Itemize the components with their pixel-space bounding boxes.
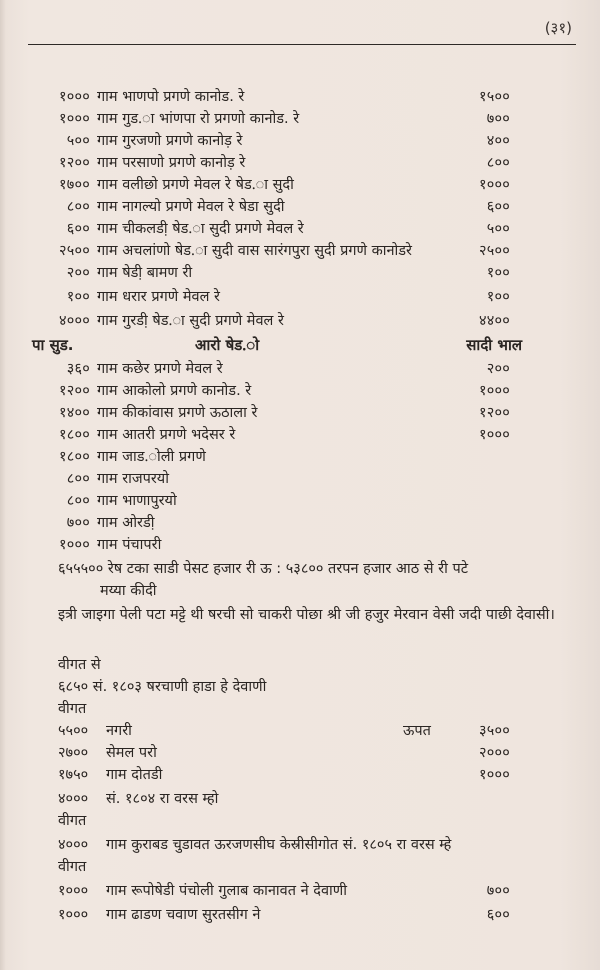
row-amount: १८०० — [59, 427, 90, 443]
row-amount: १००० — [58, 907, 89, 923]
row-right-amount: ६०० — [486, 199, 510, 215]
ledger-row — [0, 240, 600, 262]
row-amount: ७०० — [66, 515, 90, 531]
row-amount: १७०० — [59, 177, 90, 193]
row-amount: ४००० — [59, 313, 90, 329]
row-right-amount: २००० — [479, 745, 510, 761]
row-right-amount: १००० — [479, 427, 510, 443]
row-text: गाम ढाडण चवाण सुरतसीग ने — [106, 907, 261, 923]
section-heading — [0, 334, 600, 356]
detail-row — [0, 764, 600, 786]
row-text: सेमल परो — [106, 745, 157, 761]
header-rule — [28, 44, 576, 45]
row-text: गाम षेडी़ बामण री — [97, 265, 193, 281]
row-right-amount: २५०० — [479, 243, 510, 259]
ledger-row — [0, 130, 600, 152]
row-amount: २५०० — [59, 243, 90, 259]
page-number: (३१) — [544, 19, 572, 37]
row-right-amount: १०० — [486, 289, 510, 305]
heading-left: पा सुड. — [32, 336, 74, 354]
detail-row — [0, 788, 600, 810]
row-text: गाम परसाणो प्रगणे कानोड़ रे — [97, 155, 246, 171]
row-amount: २७०० — [58, 745, 89, 761]
row-mid-label: ऊपत — [403, 723, 431, 739]
vigat-se-label: वीगत से — [58, 657, 101, 673]
row-amount: २०० — [66, 265, 90, 281]
detail-row — [0, 880, 600, 902]
ledger-row — [0, 490, 600, 512]
ledger-row — [0, 262, 600, 284]
row-amount: ४००० — [58, 791, 89, 807]
row-text: गाम अचलांणो षेड.ा सुदी वास सारंगपुरा सुदी प्रगणे कानोडरे — [97, 243, 412, 259]
row-text: गाम धरार प्रगणे मेवल रे — [97, 289, 220, 305]
row-amount: ४००० — [58, 837, 89, 853]
detail-row — [0, 742, 600, 764]
ledger-row — [0, 108, 600, 130]
row-amount: १७५० — [58, 767, 89, 783]
ledger-row — [0, 218, 600, 240]
row-amount: १००० — [58, 883, 89, 899]
row-text: गाम दोतडी — [106, 767, 163, 783]
ledger-row — [0, 446, 600, 468]
detail-row — [0, 720, 600, 742]
row-text: गाम गुरडी़ षेड.ा सुदी प्रगणे मेवल रे — [97, 313, 284, 329]
row-text: गाम नागल्यो प्रगणे मेवल रे षेडा सुदी — [97, 199, 285, 215]
row-amount: १००० — [59, 537, 90, 553]
row-text: गाम रूपोषेडी पंचोली गुलाब कानावत ने देवाणी — [106, 883, 348, 899]
paragraph: इत्री जाइगा पेली पटा मट्टे थी षरची सो चाकरी पोछा श्री जी हजुर मेरवान वेसी जदी पाछी देवासी। — [58, 607, 555, 623]
row-amount: १२०० — [59, 155, 90, 171]
row-text: गाम कछेर प्रगणे मेवल रे — [97, 361, 223, 377]
detail-row — [0, 904, 600, 926]
row-text: गाम राजपरयो — [97, 471, 169, 487]
ledger-row — [0, 310, 600, 332]
row-amount: १४०० — [59, 405, 90, 421]
row-text: गाम कीकांवास प्रगणे ऊठाला रे — [97, 405, 258, 421]
vigat-label: वीगत — [58, 701, 87, 717]
ledger-row — [0, 424, 600, 446]
summary-line-cont: मय्या कीदी — [100, 583, 157, 599]
row-text: गाम चीकलडी़ षेड.ा सुदी प्रगणे मेवल रे — [97, 221, 304, 237]
ledger-row — [0, 86, 600, 108]
ledger-row — [0, 286, 600, 308]
row-amount: ५५०० — [58, 723, 89, 739]
ledger-row — [0, 512, 600, 534]
row-text: गाम भाणापुरयो — [97, 493, 177, 509]
row-amount: १०० — [66, 289, 90, 305]
row-right-amount: ७०० — [486, 111, 510, 127]
row-right-amount: ६०० — [486, 907, 510, 923]
ledger-row — [0, 196, 600, 218]
row-right-amount: १०० — [486, 265, 510, 281]
detail-row — [0, 834, 600, 856]
row-right-amount: २०० — [486, 361, 510, 377]
row-right-amount: ८०० — [486, 155, 510, 171]
row-amount: १००० — [59, 89, 90, 105]
row-right-amount: ४०० — [486, 133, 510, 149]
summary-line: ६५५५०० रेष टका साडी पेसट हजार री ऊ : ५३८०० तरपन हजार आठ से री पटे — [58, 561, 468, 577]
ledger-row — [0, 174, 600, 196]
row-text: गाम गुरजणो प्रगणे कानोड़ रे — [97, 133, 243, 149]
row-amount: १००० — [59, 111, 90, 127]
row-amount: ८०० — [66, 199, 90, 215]
ledger-row — [0, 468, 600, 490]
row-right-amount: १००० — [479, 177, 510, 193]
row-right-amount: १००० — [479, 767, 510, 783]
row-amount: ६०० — [66, 221, 90, 237]
row-text: गाम भाणपो प्रगणे कानोड. रे — [97, 89, 245, 105]
row-text: गाम ओरडी़ — [97, 515, 155, 531]
detail-line-1803: ६८५० सं. १८०३ षरचाणी हाडा हे देवाणी — [58, 679, 267, 695]
row-amount: ३६० — [66, 361, 90, 377]
row-amount: ५०० — [66, 133, 90, 149]
ledger-row — [0, 358, 600, 380]
heading-center: आरो षेड.ो — [195, 336, 260, 354]
row-right-amount: ३५०० — [479, 723, 510, 739]
row-text: गाम जाड.ोली प्रगणे — [97, 449, 206, 465]
row-text: गाम आकोलो प्रगणे कानोड. रे — [97, 383, 252, 399]
row-right-amount: ५०० — [486, 221, 510, 237]
row-text: गाम वलीछो प्रगणे मेवल रे षेड.ा सुदी — [97, 177, 294, 193]
heading-right: सादी भाल — [466, 336, 522, 354]
row-right-amount: १५०० — [479, 89, 510, 105]
row-text: नगरी — [106, 723, 132, 739]
ledger-row — [0, 152, 600, 174]
row-right-amount: १००० — [479, 383, 510, 399]
row-amount: १८०० — [59, 449, 90, 465]
row-amount: १२०० — [59, 383, 90, 399]
row-right-amount: ७०० — [486, 883, 510, 899]
row-text: सं. १८०४ रा वरस म्हो — [106, 791, 219, 807]
ledger-row — [0, 380, 600, 402]
row-right-amount: १२०० — [479, 405, 510, 421]
vigat-label: वीगत — [58, 813, 87, 829]
row-text: गाम आतरी प्रगणे भदेसर रे — [97, 427, 236, 443]
row-right-amount: ४४०० — [479, 313, 510, 329]
row-text: गाम कुराबड चुडावत ऊरजणसीघ केस्रीसीगोत सं. १८०५ रा वरस म्हे — [106, 837, 452, 853]
ledger-row — [0, 402, 600, 424]
row-text: गाम गुड.ा भांणपा रो प्रगणो कानोड. रे — [97, 111, 300, 127]
ledger-row — [0, 534, 600, 556]
row-amount: ८०० — [66, 471, 90, 487]
vigat-label: वीगत — [58, 859, 87, 875]
row-text: गाम पंचापरी — [97, 537, 162, 553]
row-amount: ८०० — [66, 493, 90, 509]
